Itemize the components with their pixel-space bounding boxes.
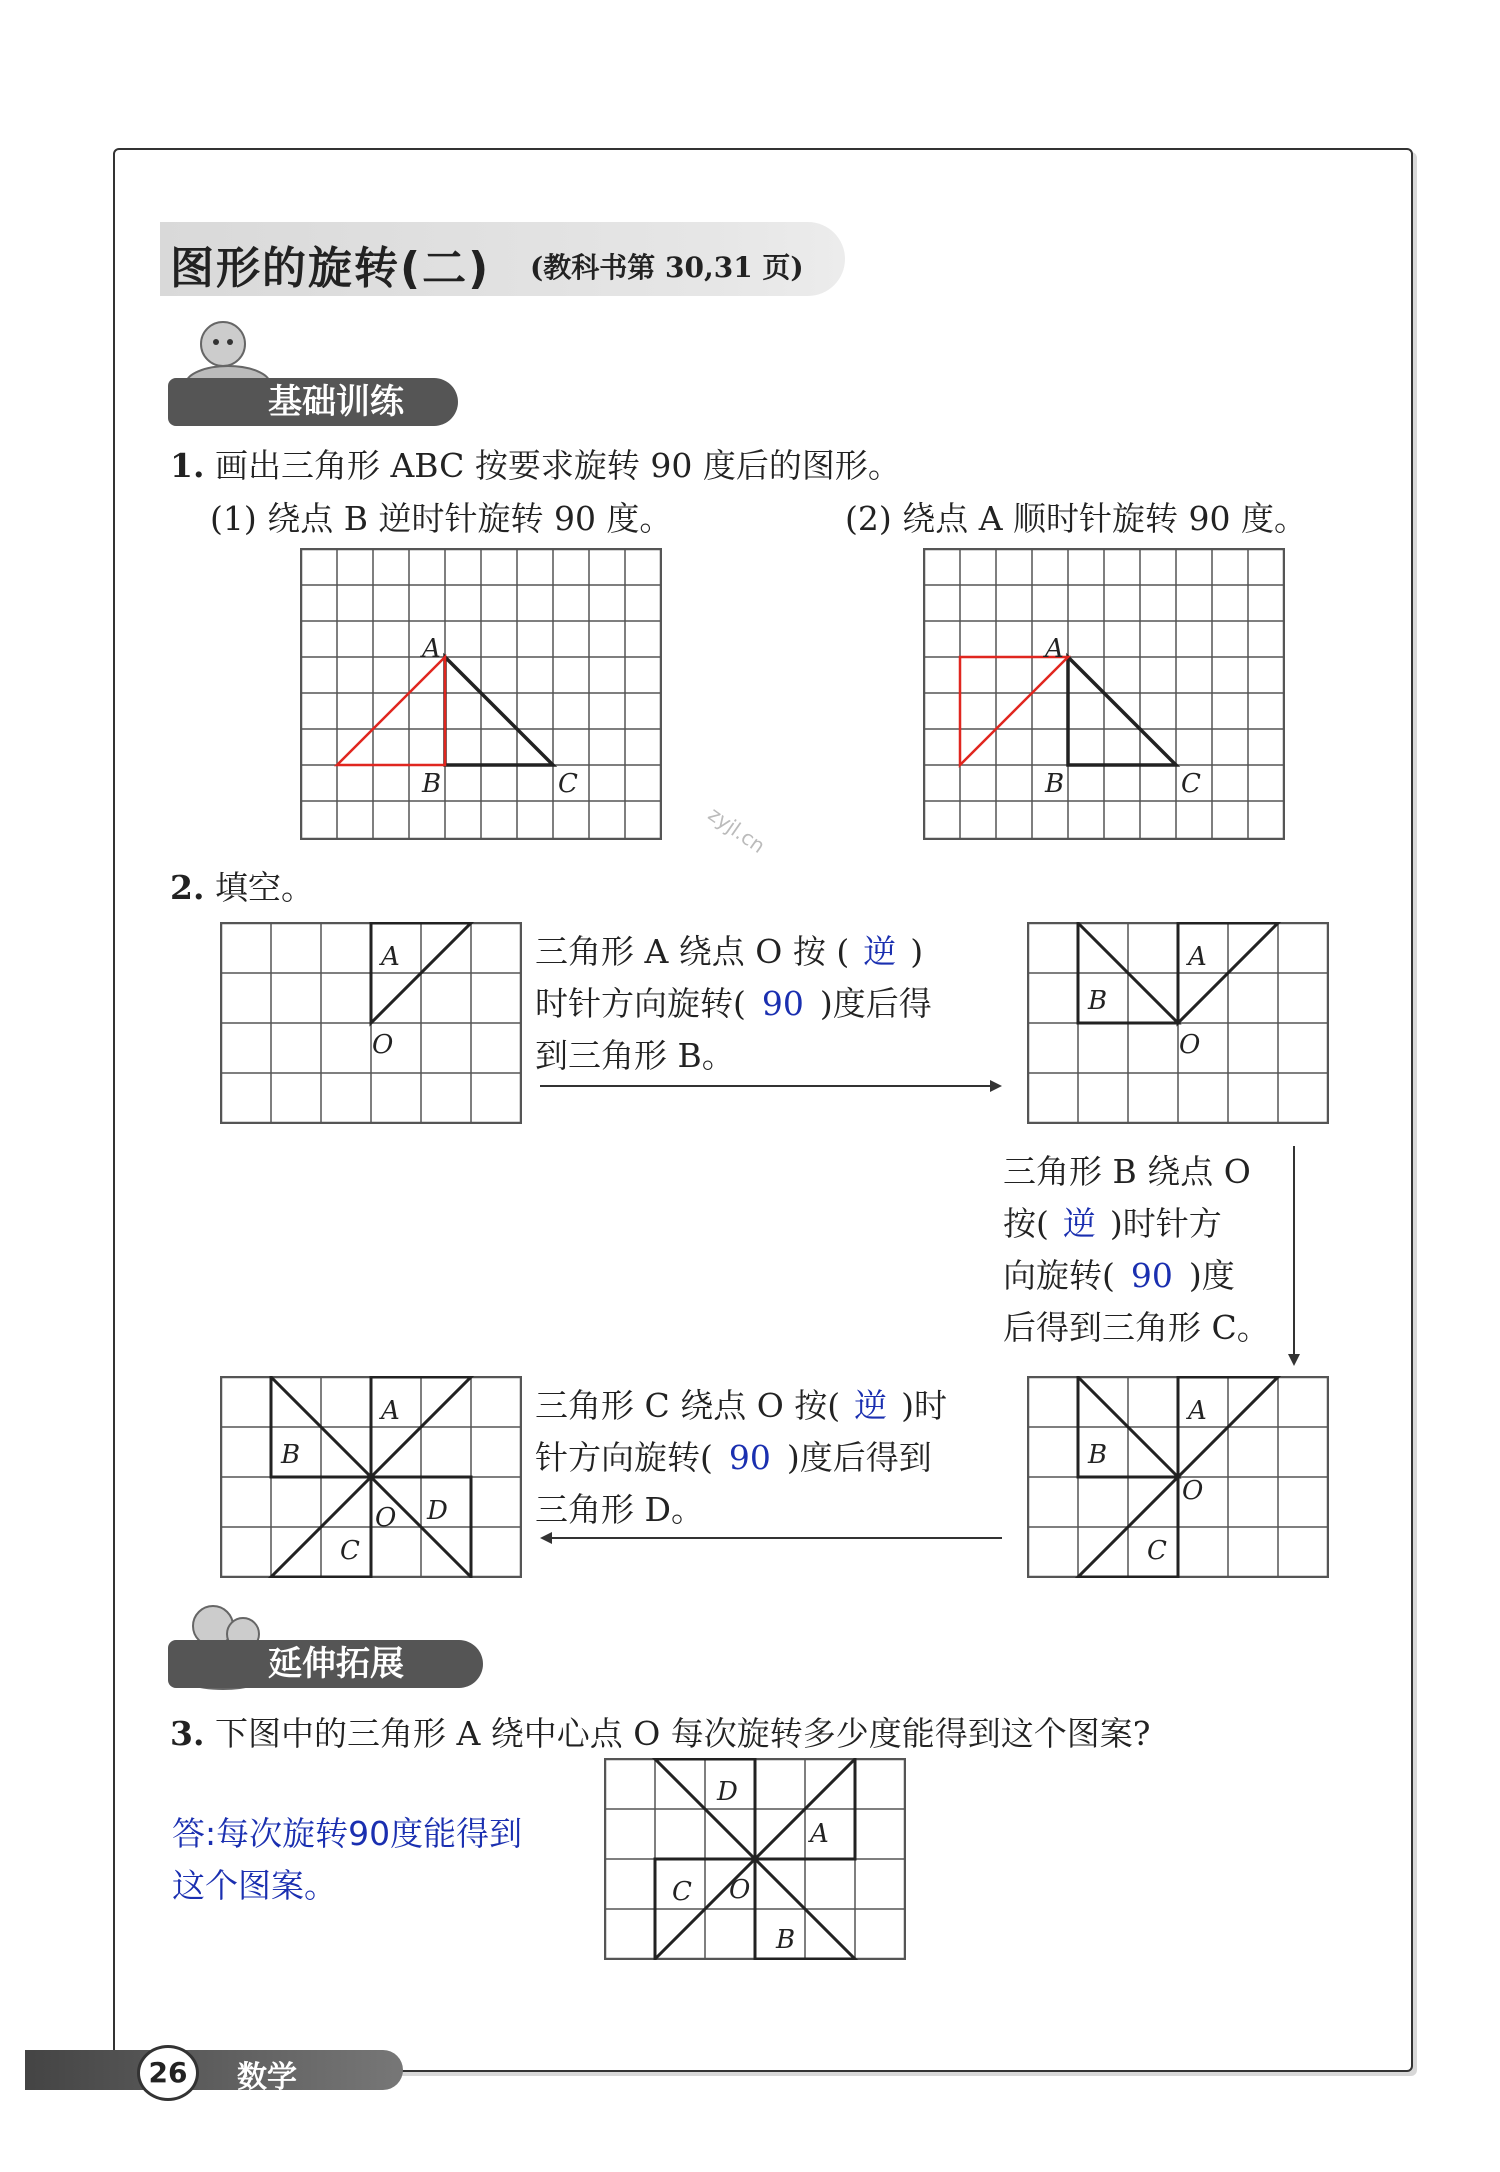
q2-s1-answer-direction: 逆 bbox=[863, 932, 897, 971]
q1-text bbox=[170, 440, 901, 487]
label-a: A bbox=[381, 1396, 400, 1426]
q2-statement-1 bbox=[535, 926, 932, 1082]
q2-s1-answer-degree: 90 bbox=[761, 984, 804, 1023]
q3-text bbox=[170, 1708, 1151, 1755]
label-a: A bbox=[1188, 1396, 1207, 1426]
q2-s2-text-e: )度 bbox=[1188, 1256, 1235, 1295]
q2-s1-text-e: 到三角形 B。 bbox=[535, 1036, 735, 1075]
q2-s1-line1 bbox=[535, 926, 932, 978]
subject-label: 数学 bbox=[237, 2060, 297, 2095]
q2-s1-text-d: )度后得 bbox=[819, 984, 932, 1023]
rotated-triangle-answer bbox=[960, 657, 1068, 765]
q2-s3-text-c: 针方向旋转( bbox=[535, 1438, 713, 1477]
arrow-down bbox=[1284, 1146, 1304, 1368]
label-b: B bbox=[1088, 986, 1108, 1016]
arrow-right bbox=[540, 1076, 1002, 1096]
label-c: C bbox=[558, 769, 578, 799]
q2-grid-4 bbox=[1027, 1376, 1329, 1578]
label-b: B bbox=[1045, 769, 1065, 799]
label-o: O bbox=[729, 1875, 751, 1905]
q3-answer-line1: 答:每次旋转90度能得到 bbox=[172, 1814, 523, 1853]
label-a: A bbox=[810, 1819, 829, 1849]
q3-prompt: 下图中的三角形 A 绕中心点 O 每次旋转多少度能得到这个图案? bbox=[214, 1714, 1151, 1753]
label-o: O bbox=[1179, 1030, 1201, 1060]
q2-s2-answer-direction: 逆 bbox=[1062, 1204, 1096, 1243]
label-o: O bbox=[1182, 1476, 1204, 1506]
label-d: D bbox=[717, 1777, 738, 1807]
label-a: A bbox=[1045, 634, 1064, 664]
q2-grid-2 bbox=[1027, 922, 1329, 1124]
q3-grid bbox=[604, 1758, 906, 1960]
label-c: C bbox=[1181, 769, 1201, 799]
q3-answer bbox=[172, 1808, 522, 1912]
label-a: A bbox=[422, 634, 441, 664]
q2-s2-answer-degree: 90 bbox=[1130, 1256, 1173, 1295]
q2-s1-text-b: ) bbox=[910, 932, 924, 971]
q1-grid-2 bbox=[923, 548, 1285, 840]
q2-s3-line1 bbox=[535, 1380, 947, 1432]
q2-s1-line2 bbox=[535, 978, 932, 1030]
q3-number: 3. bbox=[170, 1714, 205, 1753]
q2-text bbox=[170, 862, 314, 909]
label-c: C bbox=[672, 1877, 692, 1907]
section-basic-training: 基础训练 bbox=[168, 378, 458, 426]
arrow-left bbox=[540, 1528, 1002, 1548]
q2-s2-text-f: 后得到三角形 C。 bbox=[1003, 1308, 1270, 1347]
q2-statement-3 bbox=[535, 1380, 947, 1536]
label-c: C bbox=[1147, 1536, 1167, 1566]
q2-s3-text-a: 三角形 C 绕点 O 按( bbox=[535, 1386, 841, 1425]
label-b: B bbox=[776, 1925, 796, 1955]
label-o: O bbox=[372, 1030, 394, 1060]
label-o: O bbox=[375, 1503, 397, 1533]
footer-bar bbox=[25, 2050, 403, 2090]
label-b: B bbox=[281, 1440, 301, 1470]
q2-s3-text-b: )时 bbox=[901, 1386, 948, 1425]
label-b: B bbox=[1088, 1440, 1108, 1470]
q3-answer-line2: 这个图案。 bbox=[172, 1866, 337, 1905]
label-c: C bbox=[340, 1536, 360, 1566]
q2-s3-answer-degree: 90 bbox=[728, 1438, 771, 1477]
q2-prompt: 填空。 bbox=[214, 868, 314, 907]
q1-part1: (1) 绕点 B 逆时针旋转 90 度。 bbox=[210, 499, 673, 538]
triangle-abc bbox=[1068, 657, 1176, 765]
page-title: 图形的旋转(二) bbox=[170, 243, 491, 294]
q2-s3-answer-direction: 逆 bbox=[854, 1386, 888, 1425]
q2-grid-3 bbox=[220, 1376, 522, 1578]
q2-number: 2. bbox=[170, 868, 205, 907]
q2-s2-text-a: 三角形 B 绕点 O bbox=[1003, 1152, 1251, 1191]
page-number: 26 bbox=[137, 2045, 199, 2101]
q2-s1-text-a: 三角形 A 绕点 O 按 ( bbox=[535, 932, 850, 971]
q2-statement-2 bbox=[1003, 1146, 1270, 1354]
q2-s2-line3 bbox=[1003, 1250, 1270, 1302]
label-d: D bbox=[427, 1496, 448, 1526]
label-a: A bbox=[381, 942, 400, 972]
watermark: zyjl.cn bbox=[703, 801, 770, 859]
q2-s3-text-d: )度后得到 bbox=[786, 1438, 932, 1477]
q2-s2-text-c: )时针方 bbox=[1109, 1204, 1222, 1243]
section-extension: 延伸拓展 bbox=[168, 1640, 483, 1688]
label-b: B bbox=[422, 769, 442, 799]
rotated-triangle-answer bbox=[337, 657, 445, 765]
q2-s3-line2 bbox=[535, 1432, 947, 1484]
q2-s1-text-c: 时针方向旋转( bbox=[535, 984, 746, 1023]
q1-number: 1. bbox=[170, 446, 205, 485]
q2-s2-line2 bbox=[1003, 1198, 1270, 1250]
label-a: A bbox=[1188, 942, 1207, 972]
q1-prompt: 画出三角形 ABC 按要求旋转 90 度后的图形。 bbox=[214, 446, 901, 485]
q2-s2-text-d: 向旋转( bbox=[1003, 1256, 1115, 1295]
q2-grid-1 bbox=[220, 922, 522, 1124]
q1-part2: (2) 绕点 A 顺时针旋转 90 度。 bbox=[845, 499, 1308, 538]
q2-s3-text-e: 三角形 D。 bbox=[535, 1490, 704, 1529]
q1-grid-1 bbox=[300, 548, 662, 840]
page-subtitle: (教科书第 30,31 页) bbox=[530, 251, 804, 284]
triangle-abc bbox=[445, 657, 553, 765]
q2-s2-text-b: 按( bbox=[1003, 1204, 1049, 1243]
